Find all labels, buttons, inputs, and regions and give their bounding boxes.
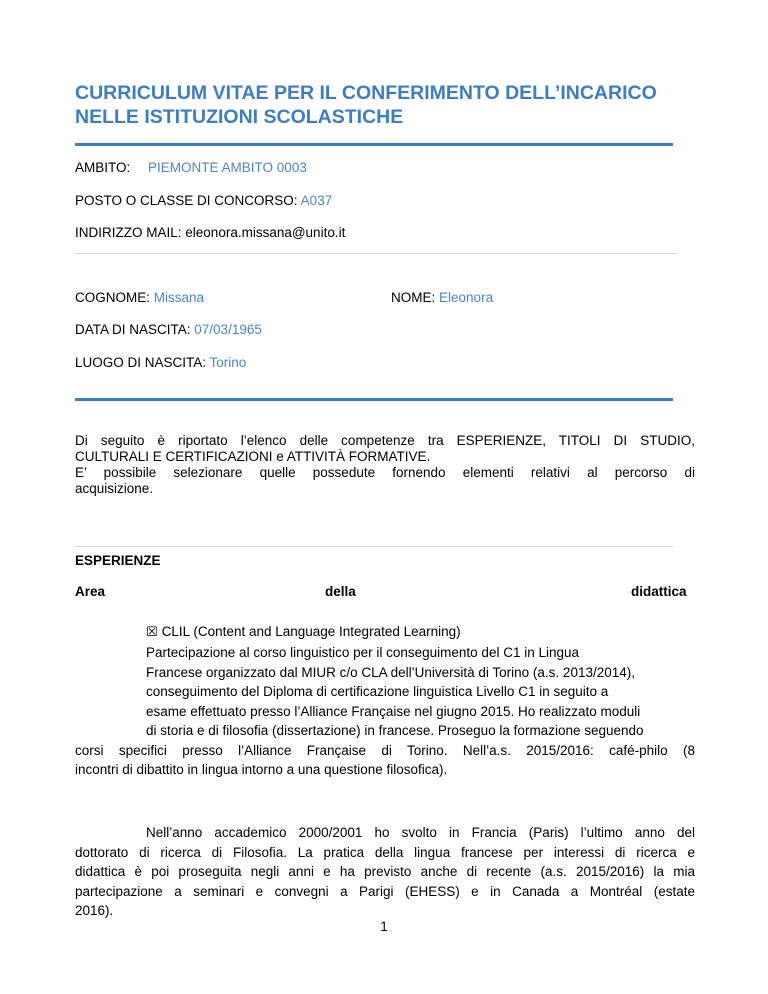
paragraph-line: conseguimento del Diploma di certificazione linguistica Livello C1 in seguito a (146, 684, 609, 699)
divider-thick-top (75, 143, 673, 146)
nascita-label: DATA DI NASCITA: (75, 322, 191, 337)
posto-label: POSTO O CLASSE DI CONCORSO: (75, 193, 298, 208)
paragraph-line: incontri di dibattito in lingua intorno a una questione filosofica). (75, 762, 448, 777)
divider-thin-2 (75, 546, 673, 547)
paragraph-line: Francese organizzato dal MIUR c/o CLA dell’Università di Torino (a.s. 2013/2014), (146, 664, 635, 680)
ambito-value: PIEMONTE AMBITO 0003 (148, 160, 307, 175)
paragraph-line: Nell’anno accademico 2000/2001 ho svolto in Francia (Paris) l’ultimo anno del (146, 825, 695, 840)
clil-checkbox-item[interactable] (146, 624, 461, 640)
mail-label: INDIRIZZO MAIL: (75, 225, 182, 240)
field-mail (75, 225, 345, 240)
paragraph-line: corsi specifici presso l’Alliance Française di Torino. Nell’a.s. 2015/2016: café-philo (8 (75, 742, 695, 758)
area-word-2: della (325, 584, 356, 599)
paragraph-line: 2016). (75, 903, 114, 918)
field-ambito (75, 160, 307, 175)
checked-checkbox-icon[interactable]: ☒ (146, 625, 158, 640)
intro-line: CULTURALI E CERTIFICAZIONI e ATTIVITÀ FORMATIVE. (75, 449, 431, 464)
field-nome (391, 290, 493, 305)
paragraph-line: dottorato di ricerca di Filosofia. La pratica della lingua francese per interessi di ricerca e (75, 844, 695, 860)
luogo-label: LUOGO DI NASCITA: (75, 355, 207, 370)
divider-thick-bottom (75, 398, 673, 401)
nascita-value: 07/03/1965 (194, 322, 262, 337)
clil-label: CLIL (Content and Language Integrated Learning) (161, 624, 461, 639)
field-luogo-nascita (75, 355, 246, 370)
field-data-nascita (75, 322, 262, 337)
title-line-1: CURRICULUM VITAE PER IL CONFERIMENTO DELL’INCARICO (75, 82, 657, 104)
nome-label: NOME: (391, 290, 436, 305)
paragraph-line: esame effettuato presso l’Alliance Française nel giugno 2015. Ho realizzato moduli (146, 703, 641, 719)
intro-paragraph (75, 433, 695, 497)
paris-paragraph (75, 823, 695, 921)
cognome-value: Missana (153, 290, 205, 305)
field-cognome (75, 290, 204, 305)
page-number: 1 (380, 919, 388, 934)
section-heading-esperienze: ESPERIENZE (75, 553, 161, 568)
paragraph-line: Partecipazione al corso linguistico per il conseguimento del C1 in Lingua (146, 645, 580, 660)
intro-line: E’ possibile selezionare quelle possedute fornendo elementi relativi al percorso di (75, 465, 695, 480)
nome-value: Eleonora (439, 290, 494, 305)
paragraph-line: didattica è poi proseguita negli anni e ha previsto anche di recente (a.s. 2015/2016) la mia (75, 864, 695, 879)
ambito-label: AMBITO: (75, 160, 131, 175)
area-word-3: didattica (631, 584, 687, 599)
luogo-value: Torino (209, 355, 247, 370)
divider-thin-1 (75, 253, 677, 254)
paragraph-line: partecipazione a seminari e convegni a Parigi (EHESS) e in Canada a Montréal (estate (75, 883, 695, 899)
clil-paragraph (75, 643, 695, 780)
area-word-1: Area (75, 584, 106, 599)
page-title (75, 81, 715, 129)
posto-value: A037 (300, 193, 333, 208)
mail-value: eleonora.missana@unito.it (185, 225, 346, 240)
field-posto (75, 193, 332, 208)
cognome-label: COGNOME: (75, 290, 151, 305)
intro-line: acquisizione. (75, 481, 154, 496)
title-line-2: NELLE ISTITUZIONI SCOLASTICHE (75, 106, 404, 128)
intro-line: Di seguito è riportato l’elenco delle competenze tra ESPERIENZE, TITOLI DI STUDIO, (75, 433, 695, 448)
paragraph-line: di storia e di filosofia (dissertazione) in francese. Proseguo la formazione seguendo (146, 723, 644, 738)
